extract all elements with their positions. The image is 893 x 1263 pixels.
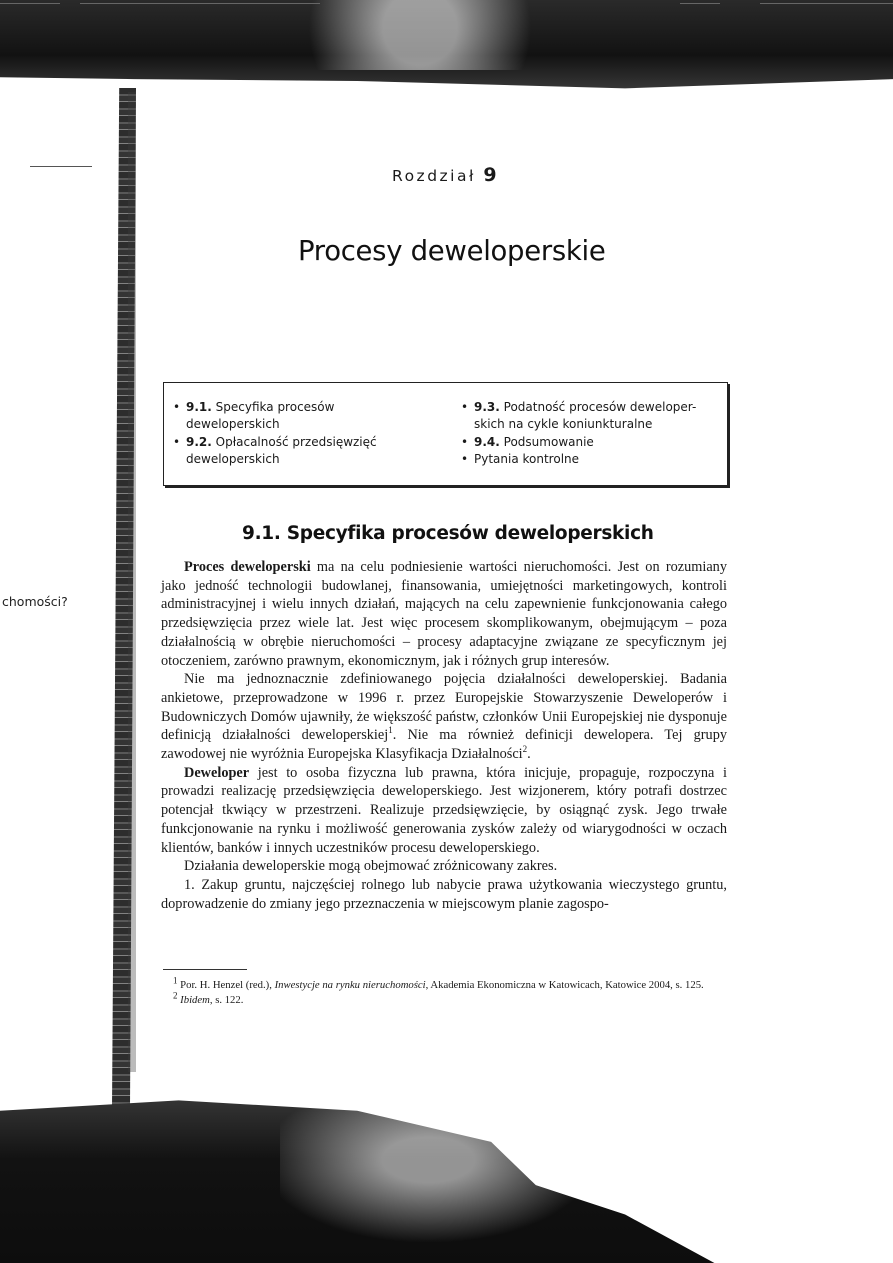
paragraph-text: . Nie ma również definicji dewelopera. Tej grupy zawodowej nie wyróżnia Europejska Klasyfikacja Działalności — [161, 727, 728, 763]
bullet-icon: • — [461, 434, 469, 449]
scan-speckle-top — [300, 0, 600, 70]
previous-page-margin-rule — [30, 166, 92, 167]
contents-item — [461, 399, 723, 434]
paragraph-text: ma na celu podniesienie wartości nieruchomości. Jest on rozumiany jako jedność technologii budowlanej, finansowania, umiejętności marketingowych, kontroli administracyjnej i wielu innych działań, mających na celu zapewnienie funkcjonowania całego przedsięwzięcia przez wiele lat. Jest więc procesem skomplikowanym, obejmującym – poza działalnością w obrębie nieruchomości – procesy adaptacyjne związane ze specyficznym jej otoczeniem, zarówno prawnym, ekonomicznym, jak i różnych grup interesów. — [161, 559, 727, 669]
footnote-text: , s. 122. — [209, 994, 244, 1006]
contents-item — [173, 399, 423, 434]
chapter-label — [392, 164, 497, 186]
footnote-number: 2 — [173, 990, 178, 1001]
footnote-ref: 1 — [388, 725, 393, 736]
paragraph — [161, 670, 727, 764]
contents-item-title: Podatność procesów deweloper- skich na cykle koniunkturalne — [474, 400, 697, 432]
bullet-icon: • — [173, 400, 181, 414]
contents-item-title: Specyfika procesów deweloperskich — [186, 400, 335, 432]
footnote-title: Ibidem — [180, 994, 210, 1006]
bullet-icon: • — [461, 451, 469, 466]
footnote-text: Por. H. Henzel (red.), — [177, 979, 275, 991]
contents-column-left — [173, 399, 423, 468]
contents-item-number: 9.2. — [186, 434, 212, 449]
footnote-title: Inwestycje na rynku nieruchomości — [274, 979, 426, 991]
chapter-label-word: Rozdział — [392, 167, 476, 185]
chapter-number: 9 — [483, 164, 497, 186]
footnote-ref: 2 — [522, 744, 528, 755]
chapter-contents-box — [163, 382, 728, 486]
paragraph: Działania deweloperskie mogą obejmować zróżnicowany zakres. — [184, 858, 558, 875]
contents-item-title: Pytania kontrolne — [474, 451, 580, 466]
scan-line — [80, 3, 320, 4]
contents-item — [173, 434, 423, 469]
contents-item — [461, 451, 723, 468]
chapter-title: Procesy deweloperskie — [298, 235, 606, 267]
bullet-icon: • — [173, 434, 181, 449]
footnote — [163, 975, 727, 993]
paragraph — [161, 764, 727, 858]
contents-column-right — [461, 399, 723, 468]
paragraph-text: . — [527, 746, 531, 763]
section-heading: 9.1. Specyfika procesów deweloperskich — [242, 523, 654, 544]
paragraph-text: Nie ma jednoznacznie zdefiniowanego pojęcia działalności deweloperskiej. Badania ankietowe, przeprowadzone w 1996 r. przez Europejskie Stowarzyszenie Deweloperów i Budowniczych Domów ujawniły, że większość państw, członków Unii Europejskiej nie dysponuje definicją działalności deweloperskiej — [161, 671, 727, 744]
book-spine-shadow-inner — [128, 92, 136, 1072]
contents-item — [461, 434, 723, 451]
footnote-number: 1 — [173, 975, 178, 986]
scan-line — [680, 3, 720, 4]
previous-page-margin-text: chomości? — [2, 594, 68, 609]
paragraph: 1. Zakup gruntu, najczęściej rolnego lub nabycie prawa użytkowania wieczystego gruntu, doprowadzenie do zmiany jego przeznaczenia w miejscowym planie zagospo- — [161, 876, 727, 912]
contents-item-number: 9.3. — [474, 400, 500, 414]
contents-item-number: 9.1. — [186, 400, 212, 414]
scan-speckle-bottom — [280, 1100, 610, 1250]
contents-item-title: Opłacalność przedsięwzięć deweloperskich — [186, 434, 377, 466]
footnote-rule — [163, 969, 247, 970]
scan-line — [760, 3, 893, 4]
paragraph — [161, 558, 727, 670]
paragraph-text: jest to osoba fizyczna lub prawna, która inicjuje, propaguje, rozpoczyna i prowadzi realizację przedsięwzięcia deweloperskiego. Jest wizjonerem, który potrafi dostrzec potencjał tkwiący w przestrzeni. Realizuje przedsięwzięcie, by osiągnąć zysk. Jego trwałe funkcjonowanie na rynku i możliwość generowania zysków zależy od wiarygodności w oczach klientów, banków i innych uczestników procesu deweloperskiego. — [161, 764, 727, 856]
contents-item-title: Podsumowanie — [503, 434, 594, 449]
contents-item-number: 9.4. — [474, 434, 500, 449]
scan-line — [0, 3, 60, 4]
footnote — [163, 990, 727, 1008]
footnotes — [163, 975, 727, 1008]
bullet-icon: • — [461, 400, 469, 414]
term-bold: Proces deweloperski — [184, 559, 311, 575]
body-text — [161, 558, 727, 913]
term-bold: Deweloper — [184, 764, 250, 781]
footnote-text: , Akademia Ekonomiczna w Katowicach, Katowice 2004, s. 125. — [425, 979, 704, 991]
